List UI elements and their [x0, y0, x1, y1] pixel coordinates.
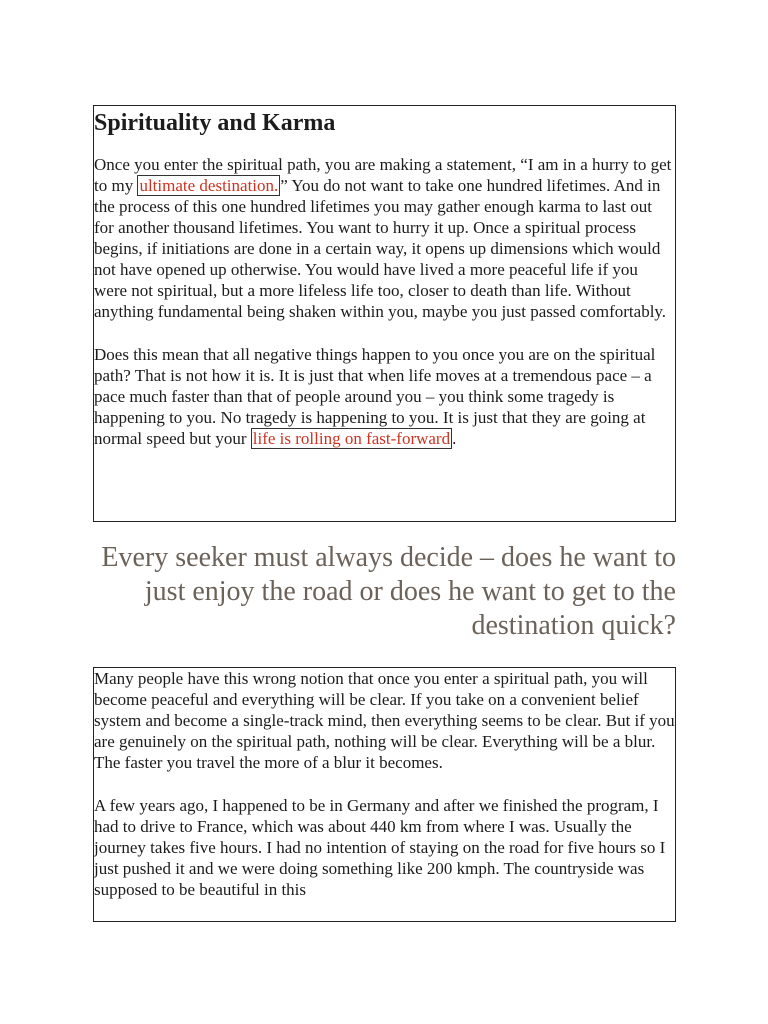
- article-section-box: [93, 105, 676, 522]
- paragraph-1-text-before: Once you enter the spiritual path, you are making a statement, “I am in a hurry to get to my: [94, 155, 672, 195]
- paragraph-1: [94, 154, 675, 322]
- pull-quote: Every seeker must always decide – does he want to just enjoy the road or does he want to get to the destination quick?: [101, 542, 676, 641]
- continuation-section-box: [93, 667, 676, 922]
- paragraph-2: [94, 344, 675, 449]
- paragraph-2-text-after: .: [452, 429, 457, 448]
- highlight-ultimate-destination[interactable]: ultimate destination.: [139, 176, 279, 195]
- paragraph-2-text-before: Does this mean that all negative things happen to you once you are on the spiritual path? That is not how it is. It is just that when life moves at a tremendous pace – a pace much faster than that of people around you – you think some tragedy is happening to you. No tragedy is happening to you. It is just that they are going at normal speed but your: [94, 345, 656, 448]
- highlight-life-rolling-fast-forward[interactable]: life is rolling on fast-forward: [252, 429, 451, 448]
- paragraph-4: A few years ago, I happened to be in Germany and after we finished the program, I had to drive to France, which was about 440 km from where I was. Usually the journey takes five hours. I had no intention of staying on the road for five hours so I just pushed it and we were doing something like 200 kmph. The countryside was supposed to be beautiful in this: [94, 796, 666, 899]
- paragraph-1-text-after: ” You do not want to take one hundred lifetimes. And in the process of this one hundred lifetimes you may gather enough karma to last out for another thousand lifetimes. You want to hurry it up. Once a spiritual process begins, if initiations are done in a certain way, it opens up dimensions which would not have opened up otherwise. You would have lived a more peaceful life if you were not spiritual, but a more lifeless life too, closer to death than life. Without anything fundamental being shaken within you, maybe you just passed comfortably.: [94, 176, 667, 321]
- paragraph-3: Many people have this wrong notion that once you enter a spiritual path, you will become peaceful and everything will be clear. If you take on a convenient belief system and become a single-track mind, then everything seems to be clear. But if you are genuinely on the spiritual path, nothing will be clear. Everything will be a blur. The faster you travel the more of a blur it becomes.: [94, 669, 675, 772]
- article-title: Spirituality and Karma: [94, 110, 336, 136]
